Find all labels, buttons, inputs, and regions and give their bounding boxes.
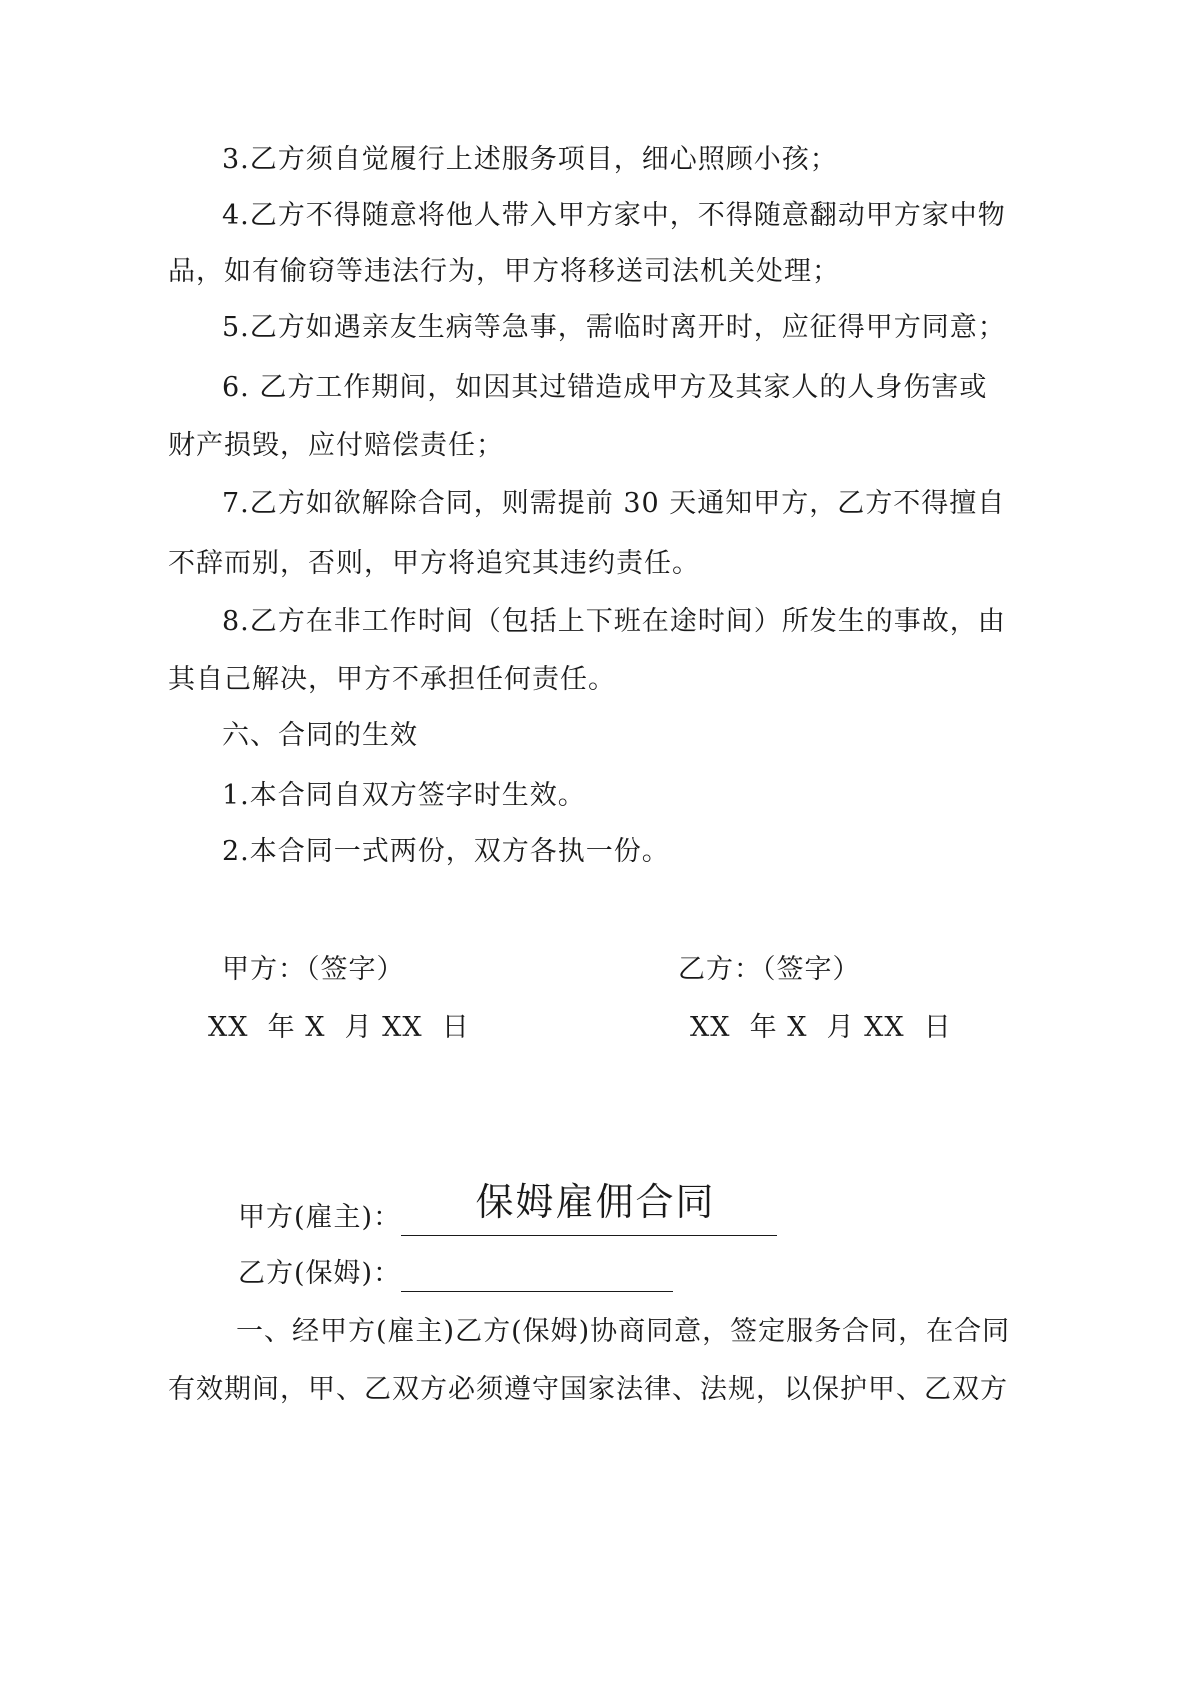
contract-title: 保姆雇佣合同 bbox=[475, 1180, 716, 1224]
clause-item-4-line-2: 品，如有偷窃等违法行为，甲方将移送司法机关处理； bbox=[168, 256, 840, 287]
party-a-label: 甲方(雇主)： bbox=[238, 1202, 402, 1233]
clause-item-6-line-1: 6. 乙方工作期间，如因其过错造成甲方及其家人的人身伤害或 bbox=[222, 372, 988, 403]
clause-item-8-line-2: 其自己解决，甲方不承担任何责任。 bbox=[168, 664, 616, 695]
clause-item-7-line-2: 不辞而别，否则，甲方将追究其违约责任。 bbox=[168, 548, 700, 579]
party-b-signature-label: 乙方：（签字） bbox=[678, 954, 861, 985]
party-a-blank-line bbox=[401, 1209, 777, 1236]
clause-item-8-line-1: 8.乙方在非工作时间（包括上下班在途时间）所发生的事故，由 bbox=[222, 606, 1006, 637]
clause-1-line-2: 有效期间，甲、乙双方必须遵守国家法律、法规，以保护甲、乙双方 bbox=[168, 1374, 1008, 1405]
party-b-date: XX 年 X 月 XX 日 bbox=[690, 1012, 952, 1043]
party-b-label: 乙方(保姆)： bbox=[238, 1258, 402, 1289]
clause-item-3: 3.乙方须自觉履行上述服务项目，细心照顾小孩； bbox=[222, 144, 838, 175]
clause-item-5: 5.乙方如遇亲友生病等急事，需临时离开时，应征得甲方同意； bbox=[222, 312, 1006, 343]
party-a-date: XX 年 X 月 XX 日 bbox=[208, 1012, 470, 1043]
clause-item-7-line-1: 7.乙方如欲解除合同，则需提前 30 天通知甲方，乙方不得擅自 bbox=[222, 488, 1006, 519]
party-b-blank-line bbox=[401, 1265, 673, 1292]
clause-1-line-1: 一、经甲方(雇主)乙方(保姆)协商同意，签定服务合同，在合同 bbox=[236, 1316, 1011, 1347]
party-b-row bbox=[238, 1256, 673, 1292]
section-6-item-1: 1.本合同自双方签字时生效。 bbox=[222, 780, 586, 811]
party-a-row bbox=[238, 1200, 777, 1236]
party-a-signature-label: 甲方：（签字） bbox=[222, 954, 405, 985]
section-6-item-2: 2.本合同一式两份，双方各执一份。 bbox=[222, 836, 670, 867]
clause-item-6-line-2: 财产损毁，应付赔偿责任； bbox=[168, 430, 504, 461]
clause-item-4-line-1: 4.乙方不得随意将他人带入甲方家中，不得随意翻动甲方家中物 bbox=[222, 200, 1006, 231]
section-6-heading: 六、合同的生效 bbox=[222, 720, 418, 751]
